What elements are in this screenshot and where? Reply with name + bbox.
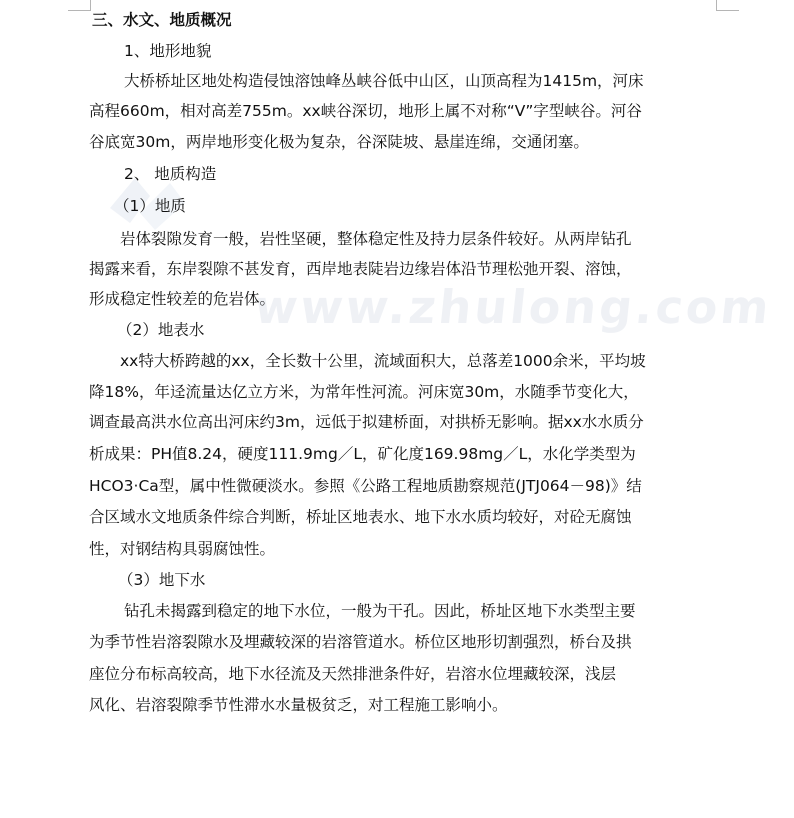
- paragraph-line: 形成稳定性较差的危岩体。: [89, 290, 276, 308]
- paragraph-line: 钻孔未揭露到稳定的地下水位，一般为干孔。因此，桥址区地下水类型主要: [124, 602, 636, 620]
- paragraph-line: 座位分布标高较高，地下水径流及天然排泄条件好，岩溶水位埋藏较深，浅层: [89, 665, 617, 683]
- paragraph-line: 调查最高洪水位高出河床约3m，远低于拟建桥面，对拱桥无影响。据xx水水质分: [89, 413, 644, 431]
- paragraph-line: 风化、岩溶裂隙季节性滞水水量极贫乏，对工程施工影响小。: [89, 696, 508, 714]
- item-surface-water: （2）地表水: [117, 321, 205, 339]
- paragraph-line: 揭露来看，东岸裂隙不甚发育，西岸地表陡岩边缘岩体沿节理松弛开裂、溶蚀，: [89, 260, 632, 278]
- subsection-geology: 2、 地质构造: [124, 165, 217, 183]
- paragraph-line: 高程660m，相对高差755m。xx峡谷深切，地形上属不对称“V”字型峡谷。河谷: [89, 102, 642, 120]
- paragraph-line: 谷底宽30m，两岸地形变化极为复杂，谷深陡坡、悬崖连绵，交通闭塞。: [89, 133, 589, 151]
- paragraph-line: HCO3·Ca型，属中性微硬淡水。参照《公路工程地质勘察规范(JTJ064－98)》结: [89, 477, 642, 495]
- page-corner-mark-left: [68, 0, 91, 11]
- section-title: 三、水文、地质概况: [92, 11, 232, 29]
- item-groundwater: （3）地下水: [118, 571, 206, 589]
- paragraph-line: 为季节性岩溶裂隙水及埋藏较深的岩溶管道水。桥位区地形切割强烈，桥台及拱: [89, 633, 632, 651]
- paragraph-line: 降18%，年迳流量达亿立方米，为常年性河流。河床宽30m，水随季节变化大，: [89, 383, 639, 401]
- paragraph-line: 岩体裂隙发育一般，岩性坚硬，整体稳定性及持力层条件较好。从两岸钻孔: [120, 230, 632, 248]
- paragraph-line: 析成果：PH值8.24，硬度111.9mg／L，矿化度169.98mg／L，水化学类型为: [89, 445, 636, 463]
- item-geology: （1）地质: [114, 197, 186, 215]
- paragraph-line: 大桥桥址区地处构造侵蚀溶蚀峰丛峡谷低中山区，山顶高程为1415m，河床: [124, 72, 644, 90]
- paragraph-line: xx特大桥跨越的xx，全长数十公里，流域面积大，总落差1000余米，平均坡: [120, 352, 646, 370]
- page-corner-mark-right: [716, 0, 739, 11]
- watermark-text: www.zhulong.com: [252, 280, 775, 334]
- paragraph-line: 合区域水文地质条件综合判断，桥址区地表水、地下水水质均较好，对砼无腐蚀: [89, 508, 632, 526]
- subsection-terrain: 1、地形地貌: [124, 42, 212, 60]
- paragraph-line: 性，对钢结构具弱腐蚀性。: [89, 540, 276, 558]
